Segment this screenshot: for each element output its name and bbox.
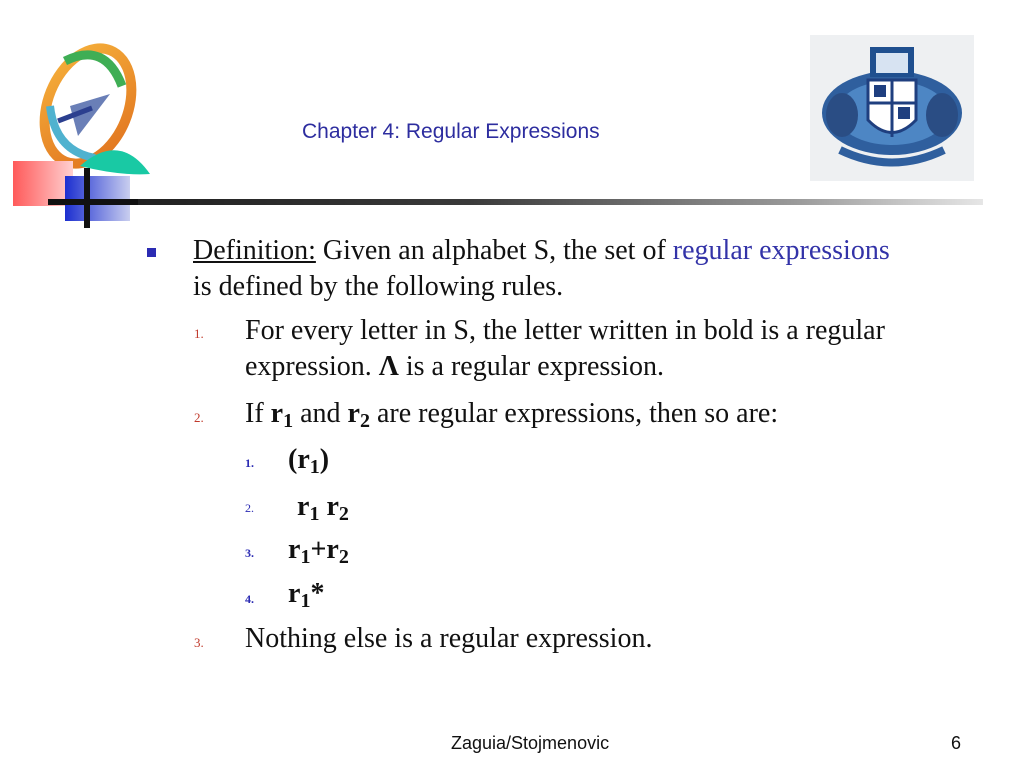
rule-2-text-b: are regular expressions, then so are: bbox=[369, 398, 779, 429]
divider-cross-vertical bbox=[84, 168, 90, 228]
rule-1-text-b: is a regular expression. bbox=[398, 351, 664, 382]
rule-2-text-a: If bbox=[245, 398, 271, 429]
rule-2-r2: $r_2$ bbox=[347, 398, 370, 432]
page-number: 6 bbox=[951, 733, 962, 753]
header-divider bbox=[48, 199, 983, 205]
rule-3-number: 3. bbox=[194, 635, 204, 650]
definition-term: regular expressions bbox=[672, 235, 890, 266]
definition-lead: Given an alphabet S, the set of bbox=[315, 235, 673, 266]
rule-1-text-a: For every letter in S, the letter written in bold is a regular expression. bbox=[245, 315, 885, 382]
lambda-symbol: Λ bbox=[378, 351, 399, 382]
rule-2-text bbox=[245, 396, 945, 432]
rule-2-number: 2. bbox=[194, 410, 204, 425]
rule-2-and: and bbox=[293, 398, 348, 429]
definition-tail: is defined by the following rules. bbox=[193, 271, 564, 302]
slide-title: Chapter 4: Regular Expressions bbox=[302, 120, 600, 143]
sub-rule-2-number: 2. bbox=[245, 501, 254, 515]
sub-rule-1: $(r_1)$ bbox=[288, 444, 330, 478]
rule-2-r1: $r_1$ bbox=[270, 398, 294, 432]
definition-label: Definition: bbox=[193, 235, 316, 266]
footer-author: Zaguia/Stojmenovic bbox=[451, 733, 610, 753]
sub-rule-2: $r_1$ $r_2$ bbox=[297, 491, 349, 525]
divider-cross-horizontal bbox=[48, 199, 138, 205]
sub-rule-4-number: 4. bbox=[245, 592, 254, 606]
rule-3-text: Nothing else is a regular expression. bbox=[245, 623, 653, 654]
sub-rule-4: $r_1*$ bbox=[288, 578, 325, 612]
square-bullet-icon bbox=[147, 248, 156, 257]
sub-rule-3-number: 3. bbox=[245, 546, 254, 560]
definition-paragraph bbox=[193, 233, 913, 305]
sub-rule-1-number: 1. bbox=[245, 456, 254, 470]
rule-1-text bbox=[245, 313, 945, 385]
university-crest-icon bbox=[810, 35, 974, 181]
sub-rule-3: $r_1+r_2$ bbox=[288, 534, 349, 568]
rule-1-number: 1. bbox=[194, 326, 204, 341]
